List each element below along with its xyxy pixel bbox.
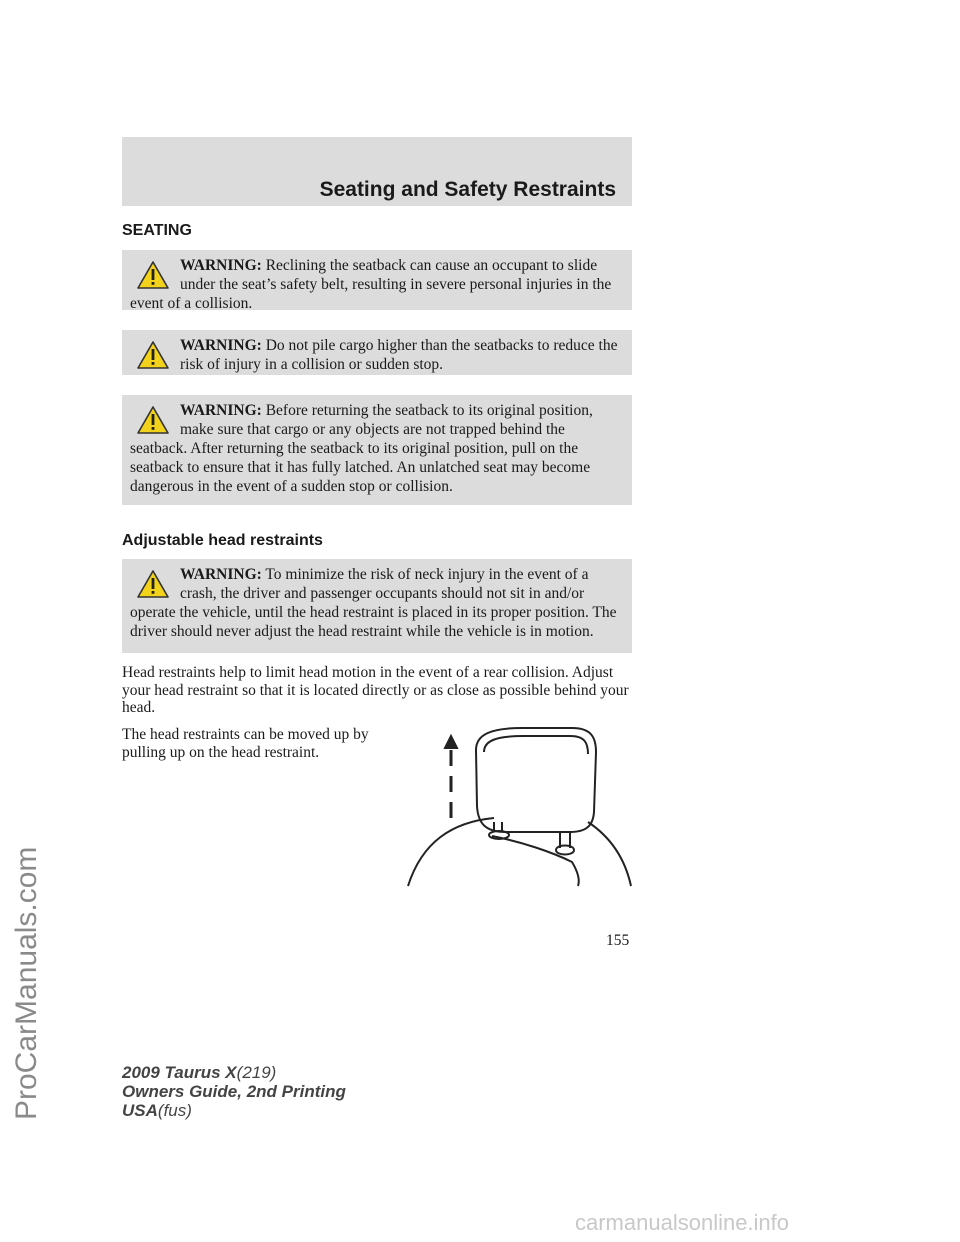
watermark-bottom: carmanualsonline.info bbox=[575, 1210, 790, 1235]
warning-text: Do not pile cargo higher than the seatbacks to reduce the risk of injury in a collision or sudden stop. bbox=[180, 337, 618, 373]
head-restraint-illustration bbox=[402, 722, 634, 890]
heading-adjustable-head-restraints: Adjustable head restraints bbox=[122, 532, 323, 549]
paragraph-move-up: The head restraints can be moved up by pulling up on the head restraint. bbox=[122, 726, 369, 761]
warning-box bbox=[122, 395, 632, 505]
footer-model-code: (219) bbox=[236, 1063, 277, 1082]
footer-market-code: (fus) bbox=[157, 1101, 192, 1120]
warning-triangle-icon bbox=[136, 340, 170, 370]
footer-model: 2009 Taurus X bbox=[122, 1063, 237, 1082]
footer-market: USA bbox=[122, 1101, 158, 1120]
warning-box bbox=[122, 250, 632, 310]
warning-text: To minimize the risk of neck injury in the event of a crash, the driver and passenger occupants should not sit in and/or operate the vehicle, until the head restraint is placed in its proper position. The driver should never adjust the head restraint while the vehicle is in motion. bbox=[130, 566, 617, 640]
warning-label: WARNING: bbox=[180, 566, 262, 583]
warning-text: Before returning the seatback to its original position, make sure that cargo or any objects are not trapped behind the seatback. After returning the seatback to its original position, pull on the seatback to ensure that it has fully latched. An unlatched seat may become dangerous in the event of a sudden stop or collision. bbox=[130, 402, 593, 495]
warning-label: WARNING: bbox=[180, 402, 262, 419]
warning-triangle-icon bbox=[136, 569, 170, 599]
footer bbox=[122, 1063, 346, 1120]
watermark-left: ProCarManuals.com bbox=[10, 846, 43, 1120]
header-band bbox=[122, 137, 632, 206]
heading-seating: SEATING bbox=[122, 222, 192, 239]
warning-text: Reclining the seatback can cause an occupant to slide under the seat’s safety belt, resulting in severe personal injuries in the event of a collision. bbox=[130, 257, 612, 312]
warning-triangle-icon bbox=[136, 405, 170, 435]
warning-label: WARNING: bbox=[180, 257, 262, 274]
paragraph-head-restraints: Head restraints help to limit head motion in the event of a rear collision. Adjust your head restraint so that it is located directly or as close as possible behind your head. bbox=[122, 664, 629, 716]
page-number: 155 bbox=[606, 932, 630, 949]
footer-guide: Owners Guide, 2nd Printing bbox=[122, 1082, 346, 1101]
warning-box bbox=[122, 559, 632, 653]
warning-triangle-icon bbox=[136, 260, 170, 290]
arrow-up-icon bbox=[445, 736, 457, 818]
warning-box bbox=[122, 330, 632, 375]
warning-label: WARNING: bbox=[180, 337, 262, 354]
section-title: Seating and Safety Restraints bbox=[319, 178, 616, 201]
